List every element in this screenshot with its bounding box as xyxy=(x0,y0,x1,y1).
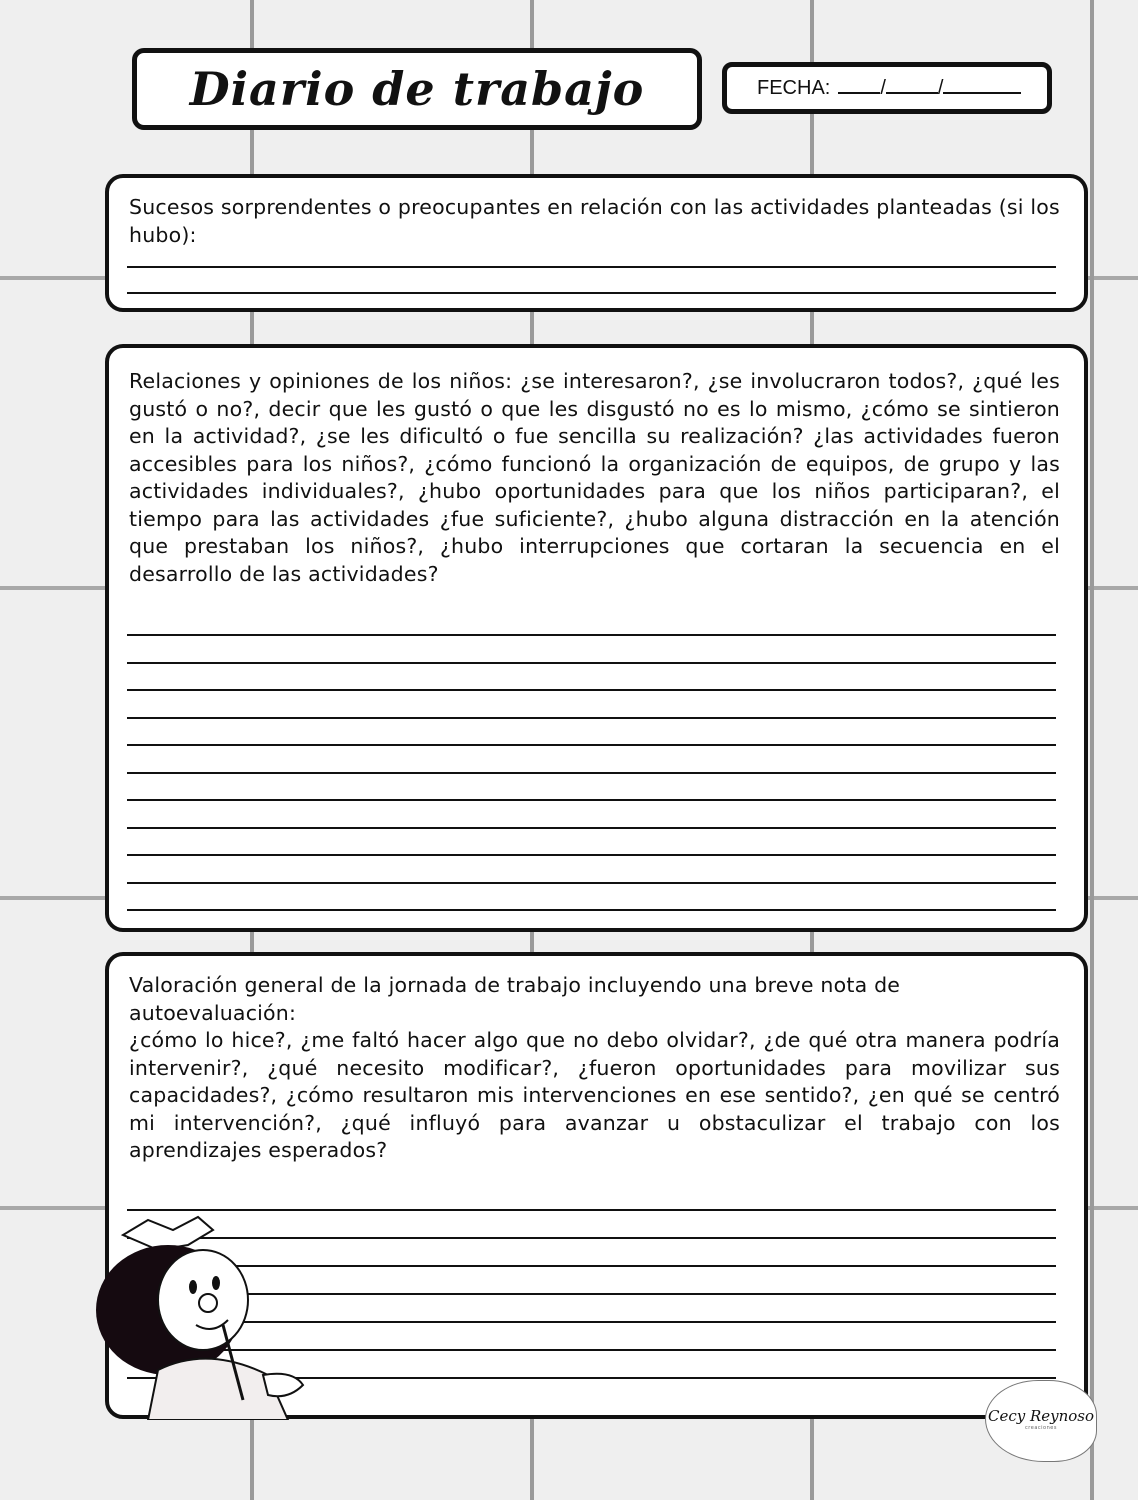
writing-line[interactable] xyxy=(127,266,1056,268)
section-prompt: Sucesos sorprendentes o preocupantes en relación con las actividades planteadas (si los hubo): xyxy=(129,195,1060,247)
writing-line[interactable] xyxy=(127,662,1056,664)
writing-line[interactable] xyxy=(127,744,1056,746)
section-prompt: Relaciones y opiniones de los niños: ¿se interesaron?, ¿se involucraron todos?, ¿qué les gustó o no?, decir que les gustó o que les disgustó no es lo mismo, ¿cómo se sintieron en la actividad?, ¿se les dificultó o fue sencilla su realización? ¿las actividades fueron accesibles para los niños?, ¿cómo funcionó la organización de equipos, de grupo y las actividades individuales?, ¿hubo oportunidades para que los niños participaran?, el tiempo para las actividades ¿fue suficiente?, ¿hubo alguna distracción en la atención que prestaban los niños?, ¿hubo interrupciones que cortaran la secuencia en el desarrollo de las actividades? xyxy=(129,369,1060,586)
section-prompt: ¿cómo lo hice?, ¿me faltó hacer algo que no debo olvidar?, ¿de qué otra manera podría intervenir?, ¿qué necesito modificar?, ¿fueron oportunidades para movilizar sus capacidades?, ¿cómo resultaron mis intervenciones en ese sentido?, ¿en qué se centró mi intervención?, ¿qué influyó para avanzar u obstaculizar el trabajo con los aprendizajes esperados? xyxy=(129,1028,1060,1162)
writing-line[interactable] xyxy=(127,292,1056,294)
date-separator: / xyxy=(937,77,944,99)
date-separator: / xyxy=(880,77,886,99)
writing-line[interactable] xyxy=(127,634,1056,636)
mafalda-illustration xyxy=(78,1195,308,1420)
section-relaciones xyxy=(105,344,1088,932)
logo-name: Cecy Reynoso xyxy=(987,1407,1095,1425)
writing-line[interactable] xyxy=(127,909,1056,911)
section-sucesos xyxy=(105,174,1088,312)
page-title: Diario de trabajo xyxy=(189,62,645,116)
date-year-field[interactable] xyxy=(943,76,1021,94)
date-day-field[interactable] xyxy=(838,76,880,94)
section-prompt-intro: Valoración general de la jornada de trabajo incluyendo una breve nota de autoevaluación: xyxy=(129,973,901,1025)
writing-line[interactable] xyxy=(127,882,1056,884)
title-box xyxy=(132,48,702,130)
writing-line[interactable] xyxy=(127,772,1056,774)
date-month-field[interactable] xyxy=(886,76,938,94)
hand xyxy=(263,1374,303,1397)
writing-line[interactable] xyxy=(127,827,1056,829)
writing-line[interactable] xyxy=(127,854,1056,856)
logo-subtitle: creaciones xyxy=(1025,1425,1057,1431)
writing-line[interactable] xyxy=(127,799,1056,801)
date-box xyxy=(722,62,1052,114)
writing-line[interactable] xyxy=(127,689,1056,691)
date-label: FECHA: xyxy=(757,76,831,99)
writing-line[interactable] xyxy=(127,717,1056,719)
brand-logo xyxy=(985,1380,1097,1462)
